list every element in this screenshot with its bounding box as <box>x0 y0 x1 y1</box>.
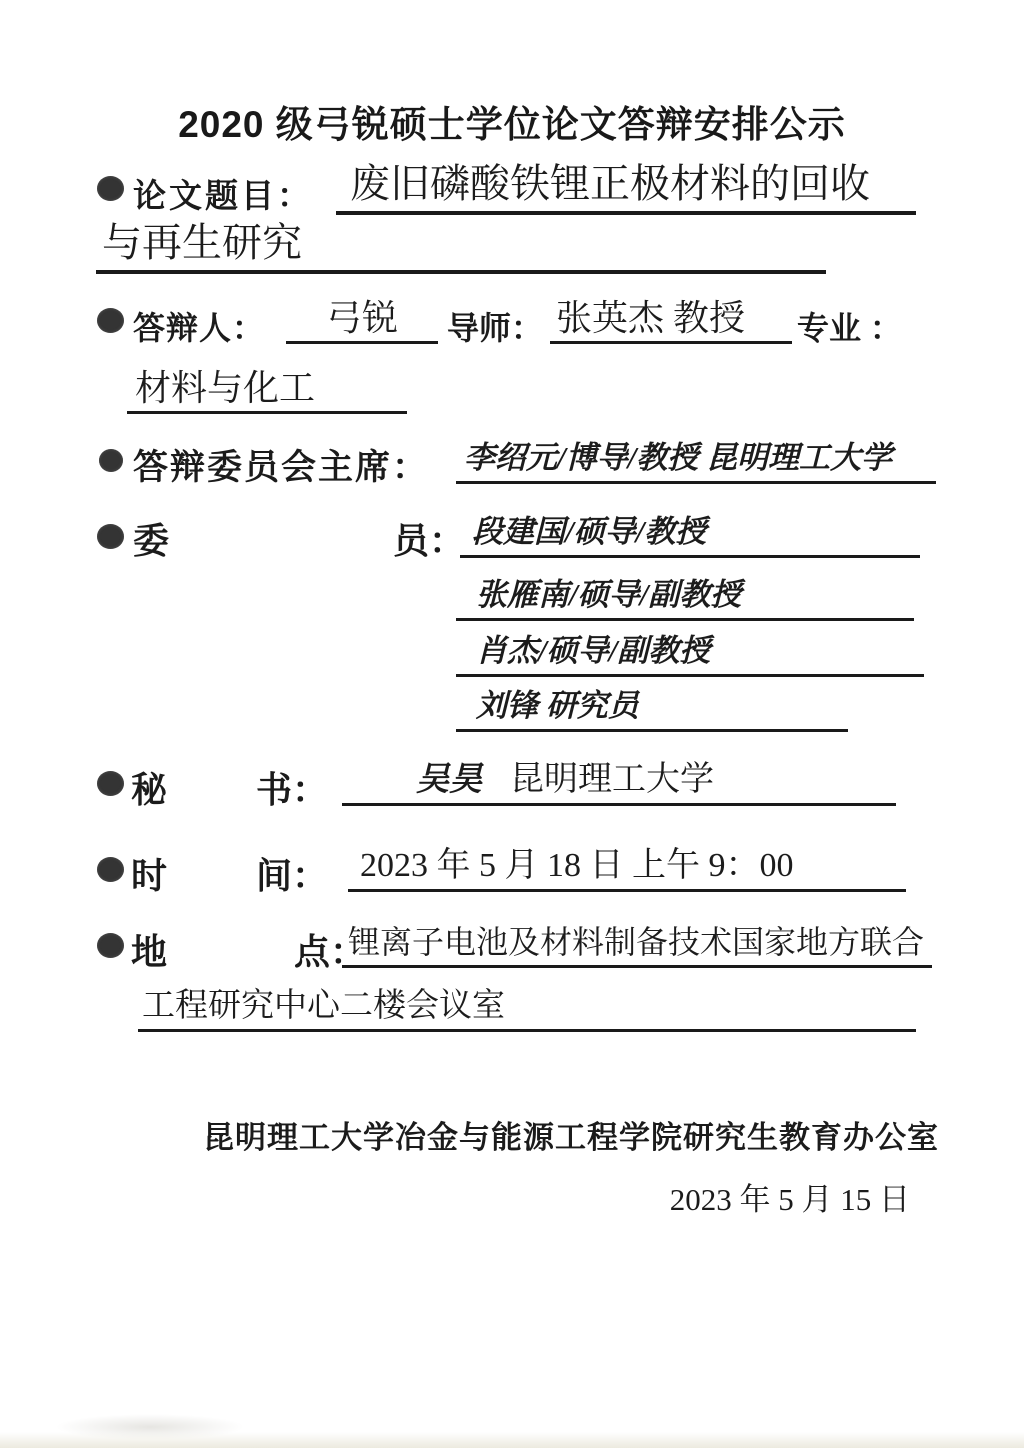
defender-label: 答辩人： <box>133 310 266 346</box>
time-label-second: 间： <box>256 856 329 896</box>
chairman-label: 答辩委员会主席： <box>133 448 430 487</box>
thesis-title-field-line2 <box>96 220 826 274</box>
venue-label-first: 地 <box>131 932 168 972</box>
thesis-title-field-line1 <box>336 158 916 215</box>
advisor-value: 张英杰 教授 <box>556 298 746 338</box>
chairman-value: 李绍元/博导/教授 昆明理工大学 <box>464 440 892 475</box>
footer-office: 昆明理工大学冶金与能源工程学院研究生教育办公室 <box>203 1120 939 1155</box>
thesis-label: 论文题目： <box>133 177 313 214</box>
defender-name-field <box>286 296 438 344</box>
thesis-title-line1: 废旧磷酸铁锂正极材料的回收 <box>350 161 870 206</box>
committee-member-2: 张雁南/硕导/副教授 <box>476 577 742 612</box>
venue-line1: 锂离子电池及材料制备技术国家地方联合 <box>348 924 925 960</box>
secretary-label-second: 书： <box>256 770 329 810</box>
bullet-icon <box>97 308 124 333</box>
committee-member-field <box>456 572 914 621</box>
committee-label-first: 委 <box>133 521 170 561</box>
advisor-field <box>550 296 792 344</box>
major-label: 专业 ： <box>797 310 902 346</box>
footer-date: 2023 年 5 月 15 日 <box>669 1182 910 1217</box>
major-value: 材料与化工 <box>135 368 316 408</box>
chairman-field <box>456 434 936 484</box>
page-title: 2020 级弓锐硕士学位论文答辩安排公示 <box>178 104 846 145</box>
committee-member-field <box>456 684 848 732</box>
venue-label-second: 点： <box>294 932 367 972</box>
bullet-icon <box>97 524 124 549</box>
thesis-title-line2: 与再生研究 <box>102 220 302 265</box>
committee-label-second: 员： <box>393 521 466 561</box>
bullet-icon <box>97 771 124 796</box>
time-field <box>348 842 906 892</box>
venue-field-line2 <box>138 984 916 1032</box>
bullet-icon <box>99 449 123 472</box>
committee-member-1: 段建国/硕导/教授 <box>472 514 707 549</box>
bullet-icon <box>97 933 124 958</box>
page-edge-shadow <box>0 1432 1024 1448</box>
committee-member-4: 刘锋 研究员 <box>476 688 639 723</box>
secretary-name: 吴昊 <box>416 762 482 798</box>
committee-member-field <box>456 628 924 677</box>
venue-line2: 工程研究中心二楼会议室 <box>142 988 505 1024</box>
committee-member-field <box>460 508 920 558</box>
time-value: 2023 年 5 月 18 日 上午 9：00 <box>360 847 794 884</box>
secretary-org: 昆明理工大学 <box>510 761 714 798</box>
major-field <box>127 364 407 414</box>
committee-member-3: 肖杰/硕导/副教授 <box>476 633 711 668</box>
defender-name: 弓锐 <box>325 298 398 338</box>
bullet-icon <box>97 857 124 882</box>
bullet-icon <box>97 176 124 201</box>
venue-field-line1 <box>342 918 932 968</box>
secretary-field <box>342 756 896 806</box>
advisor-label: 导师： <box>447 310 544 346</box>
secretary-label-first: 秘 <box>131 770 168 810</box>
time-label-first: 时 <box>131 856 168 896</box>
